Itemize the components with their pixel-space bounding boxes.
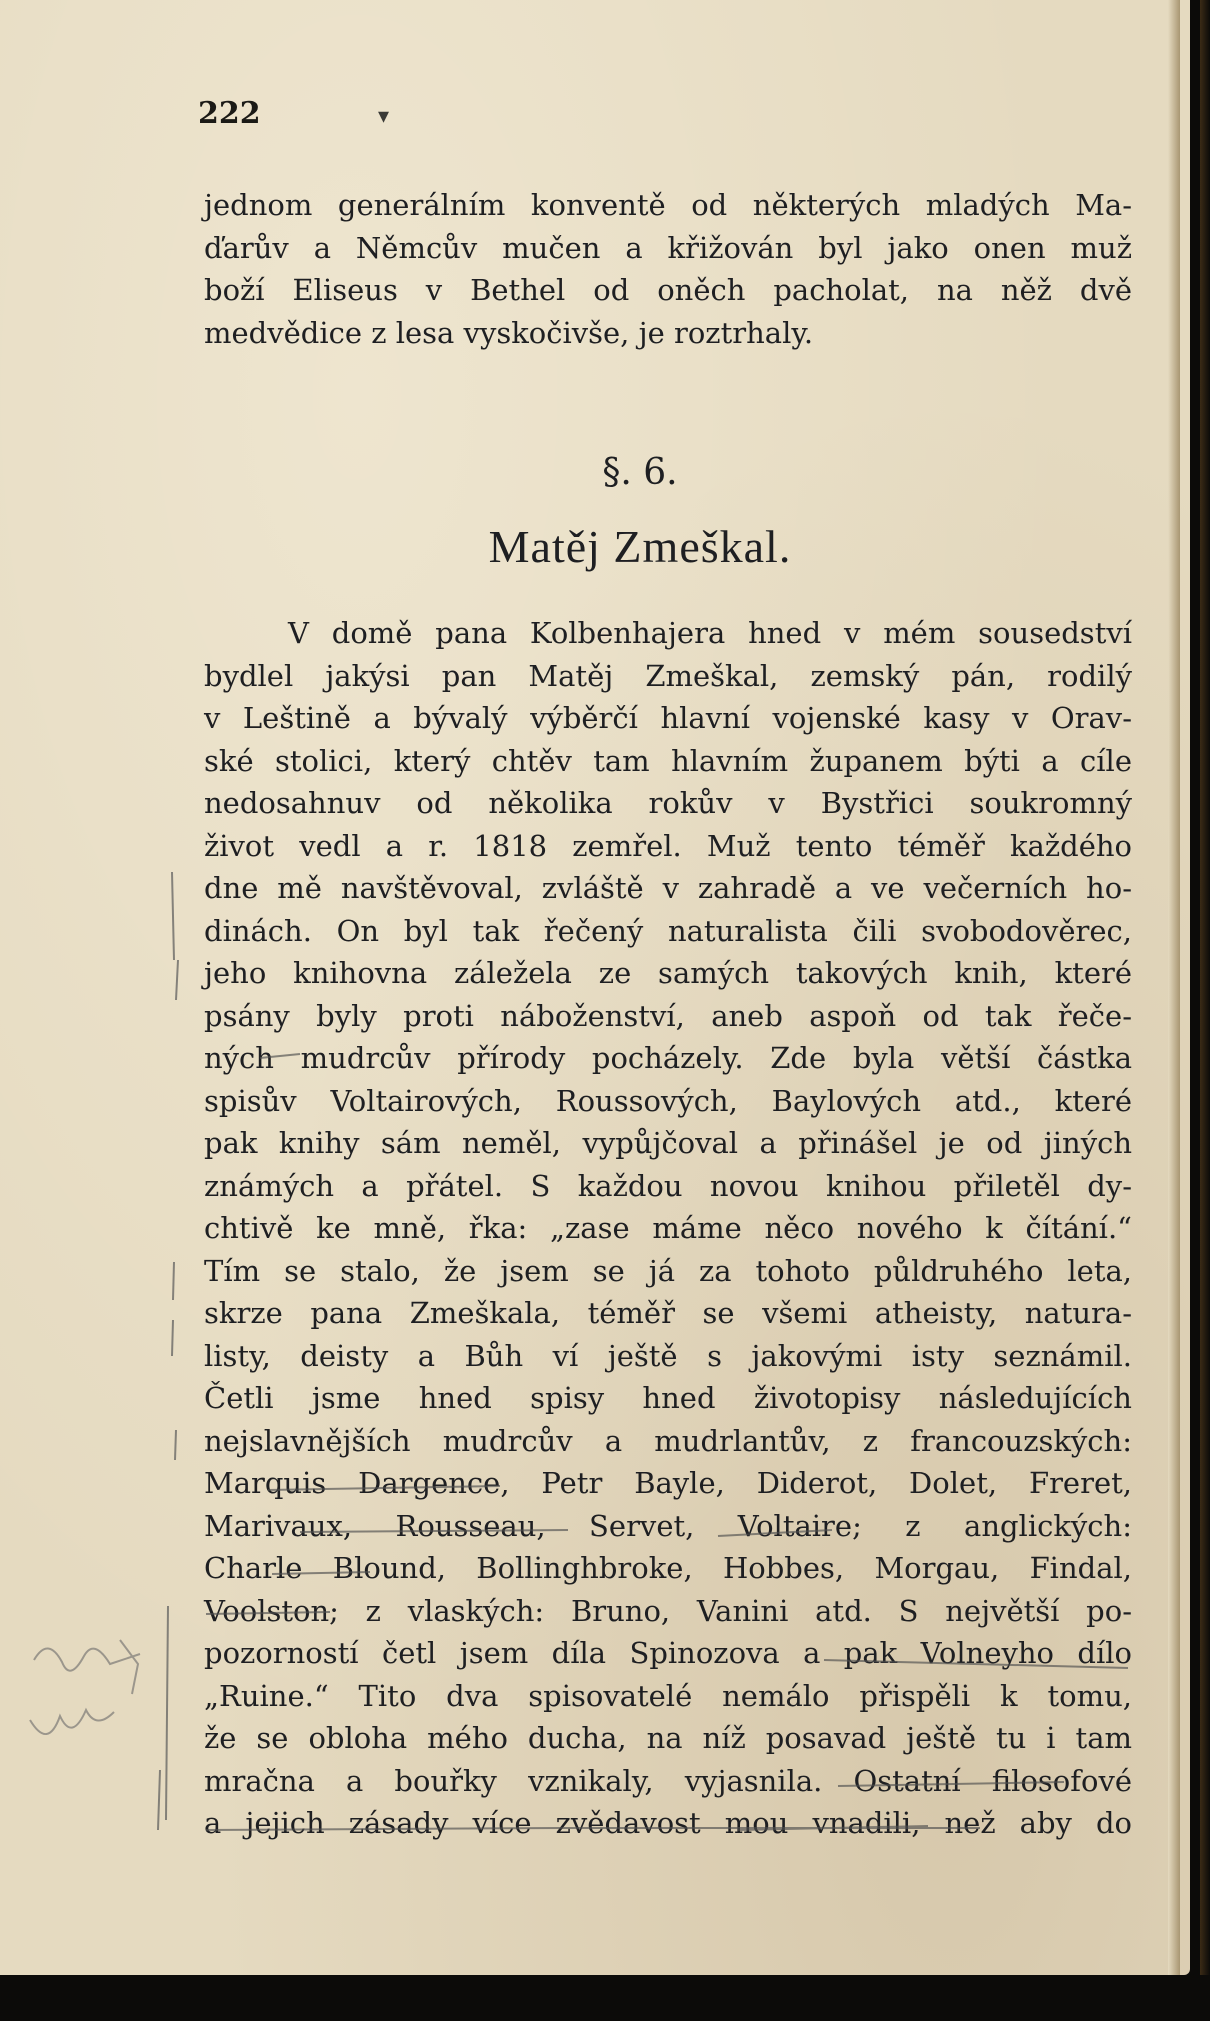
- text-line: pozorností četl jsem díla Spinozova a pak Volneyho dílo: [204, 1636, 1132, 1670]
- text-line: známých a přátel. S každou novou knihou přiletěl dy-: [204, 1168, 1132, 1203]
- text-line: jeho knihovna záležela ze samých takových knih, které: [204, 956, 1132, 990]
- text-line: Charle Blound, Bollinghbroke, Hobbes, Morgau, Findal,: [204, 1551, 1132, 1585]
- text-line: medvědice z lesa vyskočivše, je roztrhaly.: [204, 315, 814, 350]
- margin-scribble: [120, 1640, 138, 1694]
- scan-background: [0, 1975, 1210, 2021]
- margin-bar: [158, 1770, 160, 1830]
- text-line: v Leštině a bývalý výběrčí hlavní vojenské kasy v Orav-: [204, 701, 1132, 735]
- text-line: ďarův a Němcův mučen a křižován byl jako onen muž: [204, 230, 1132, 265]
- text-line: psány byly proti náboženství, aneb aspoň od tak řeče-: [204, 998, 1132, 1033]
- printer-mark: ▾: [378, 104, 390, 129]
- binding-edge: [1200, 0, 1210, 2021]
- text-line: bydlel jakýsi pan Matěj Zmeškal, zemský pán, rodilý: [204, 658, 1132, 693]
- text-line: dinách. On byl tak řečený naturalista čili svobodověrec,: [204, 913, 1132, 948]
- page-edge-shadow: [1168, 0, 1180, 1975]
- page-number: 222: [198, 96, 261, 131]
- margin-bar: [172, 1320, 173, 1356]
- text-line: že se obloha mého ducha, na níž posavad ještě tu i tam: [204, 1721, 1132, 1755]
- margin-bar: [176, 960, 178, 1000]
- margin-vertical-marks: [158, 872, 178, 1830]
- text-line: ské stolici, který chtěv tam hlavním županem býti a cíle: [204, 743, 1132, 778]
- text-line: mračna a bouřky vznikaly, vyjasnila. Ostatní filosofové: [204, 1763, 1132, 1798]
- text-line: „Ruine.“ Tito dva spisovatelé nemálo přispěli k tomu,: [204, 1678, 1132, 1713]
- page-header: [198, 96, 1098, 144]
- text-line: V domě pana Kolbenhajera hned v mém sousedství: [288, 616, 1132, 650]
- margin-scribble: [30, 1710, 114, 1734]
- text-line: nedosahnuv od několika rokův v Bystřici soukromný: [204, 786, 1132, 820]
- text-line: život vedl a r. 1818 zemřel. Muž tento téměř každého: [204, 828, 1132, 863]
- text-line: ných mudrcův přírody pocházely. Zde byla větší částka: [204, 1041, 1132, 1075]
- text-line: a jejich zásady více zvědavost mou vnadili, než aby do: [204, 1806, 1132, 1840]
- margin-scribble: [34, 1648, 140, 1670]
- text-line: Četli jsme hned spisy hned životopisy následujících: [204, 1381, 1132, 1415]
- text-line: Tím se stalo, že jsem se já za tohoto půldruhého leta,: [204, 1253, 1132, 1288]
- text-line: Voolston; z vlaských: Bruno, Vanini atd. S největší po-: [204, 1593, 1132, 1628]
- text-line: boží Eliseus v Bethel od oněch pacholat, na něž dvě: [204, 273, 1132, 307]
- section-number: §. 6.: [602, 452, 678, 493]
- text-line: jednom generálním konventě od některých mladých Ma-: [204, 188, 1132, 222]
- margin-scribbles: [30, 1640, 140, 1734]
- text-line: listy, deisty a Bůh ví ještě s jakovými isty seznámil.: [204, 1338, 1132, 1373]
- text-line: skrze pana Zmeškala, téměř se všemi atheisty, natura-: [204, 1296, 1132, 1330]
- margin-bar: [173, 1262, 174, 1300]
- text-line: Marquis Dargence, Petr Bayle, Diderot, Dolet, Freret,: [204, 1466, 1132, 1500]
- text-line: pak knihy sám neměl, vypůjčoval a přinášel je od jiných: [204, 1126, 1132, 1160]
- margin-bar: [172, 872, 174, 960]
- paragraph-zmeskal: [204, 612, 1132, 1845]
- paragraph-continued: [204, 184, 1132, 354]
- text-line: nejslavnějších mudrcův a mudrlantův, z francouzských:: [204, 1423, 1132, 1458]
- text-line: dne mě navštěvoval, zvláště v zahradě a ve večerních ho-: [204, 871, 1132, 905]
- margin-bar: [166, 1606, 168, 1820]
- text-line: spisův Voltairových, Roussových, Baylových atd., které: [204, 1083, 1132, 1118]
- section-title: Matěj Zmeškal.: [488, 521, 792, 572]
- text-line: chtivě ke mně, řka: „zase máme něco nového k čítání.“: [204, 1211, 1132, 1245]
- text-line: Marivaux, Rousseau, Servet, Voltaire; z anglických:: [204, 1508, 1132, 1543]
- margin-bar: [175, 1430, 176, 1460]
